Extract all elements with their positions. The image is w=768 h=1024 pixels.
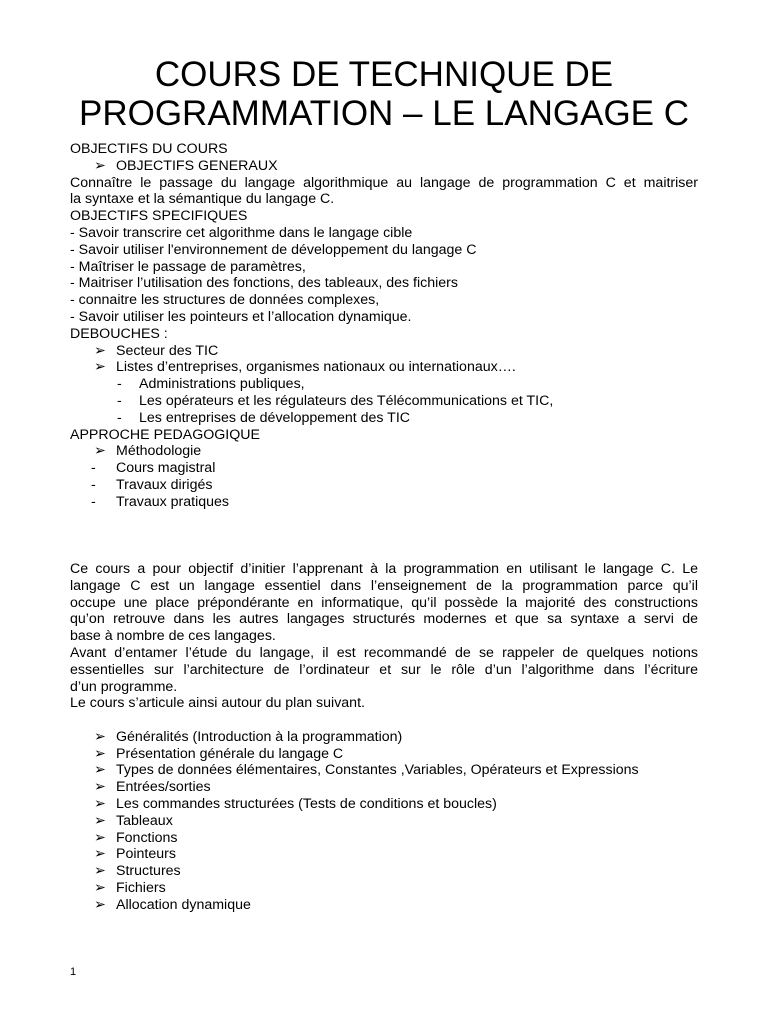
arrow-bullet-icon: ➢: [94, 443, 106, 460]
list-item-text: Méthodologie: [116, 443, 202, 460]
plan-item: [70, 897, 698, 914]
intro-paragraph-line: d’un programme.: [70, 678, 178, 695]
list-item-text: Allocation dynamique: [116, 896, 251, 913]
intro-paragraph-line: langage C est un langage essentiel dans l’enseignement de la programmation parce qu’il: [70, 577, 698, 594]
debouches-item: [70, 343, 698, 360]
document-body: [70, 141, 698, 914]
arrow-bullet-icon: ➢: [94, 796, 106, 813]
intro-paragraph-line: base à nombre de ces langages.: [70, 628, 276, 645]
list-item-text: Travaux dirigés: [116, 476, 213, 493]
approche-item: [70, 443, 698, 460]
arrow-bullet-icon: ➢: [94, 829, 106, 846]
specifique-item: - connaitre les structures de données complexes,: [70, 292, 380, 309]
arrow-bullet-icon: ➢: [94, 762, 106, 779]
plan-item: [70, 813, 698, 830]
arrow-bullet-icon: ➢: [94, 779, 106, 796]
specifique-item: - Savoir utiliser l'environnement de développement du langage C: [70, 241, 477, 258]
plan-item: [70, 779, 698, 796]
arrow-bullet-icon: ➢: [94, 880, 106, 897]
intro-paragraph-line: Le cours s’articule ainsi autour du plan suivant.: [70, 695, 365, 712]
list-item-text: Généralités (Introduction à la programmation): [116, 728, 403, 745]
arrow-bullet-icon: ➢: [94, 728, 106, 745]
list-item-text: Pointeurs: [116, 846, 176, 863]
intro-paragraph-line: qu’on retrouve dans les autres langages structurés modernes et que sa syntaxe a servi de: [70, 611, 698, 628]
objectifs-heading: OBJECTIFS DU COURS: [70, 141, 228, 157]
approche-dash-item: [70, 477, 698, 494]
list-item-text: Administrations publiques,: [139, 376, 305, 393]
list-item-text: Structures: [116, 863, 181, 880]
arrow-bullet-icon: ➢: [94, 157, 106, 174]
specifique-item: - Maitriser l’utilisation des fonctions, des tableaux, des fichiers: [70, 275, 458, 292]
plan-item: [70, 762, 698, 779]
approche-dash-item: [70, 460, 698, 477]
plan-item: [70, 746, 698, 763]
title-line-1: COURS DE TECHNIQUE DE: [154, 55, 614, 94]
list-item-text: Les commandes structurées (Tests de conditions et boucles): [116, 796, 497, 813]
arrow-bullet-icon: ➢: [94, 745, 106, 762]
arrow-bullet-icon: ➢: [94, 342, 106, 359]
plan-item: [70, 863, 698, 880]
debouches-subitem: [70, 376, 698, 393]
list-item-text: Secteur des TIC: [116, 342, 219, 359]
dash-bullet: -: [91, 476, 96, 493]
arrow-bullet-icon: ➢: [94, 896, 106, 913]
specifique-item: - Savoir utiliser les pointeurs et l’allocation dynamique.: [70, 308, 412, 325]
specifique-item: - Maîtriser le passage de paramètres,: [70, 258, 306, 275]
plan-item: [70, 846, 698, 863]
generaux-text-line-1: Connaître le passage du langage algorithmique au langage de programmation C et maitriser: [70, 174, 698, 191]
intro-paragraph-line: Avant d’entamer l’étude du langage, il est recommandé de se rappeler de quelques notions: [70, 644, 698, 661]
dash-bullet: -: [117, 392, 122, 409]
spacer: [70, 511, 698, 545]
debouches-subitem: [70, 410, 698, 427]
list-item-text: Les opérateurs et les régulateurs des Télécommunications et TIC,: [139, 392, 554, 409]
list-item-text: Listes d’entreprises, organismes nationaux ou internationaux….: [116, 359, 516, 376]
dash-bullet: -: [117, 376, 122, 393]
list-item-text: OBJECTIFS GENERAUX: [116, 157, 278, 174]
specifique-item: - Savoir transcrire cet algorithme dans le langage cible: [70, 224, 413, 241]
approche-heading: APPROCHE PEDAGOGIQUE: [70, 426, 260, 443]
plan-item: [70, 729, 698, 746]
dash-bullet: -: [91, 460, 96, 477]
dash-bullet: -: [91, 493, 96, 510]
list-item-text: Cours magistral: [116, 460, 216, 477]
list-item-text: Présentation générale du langage C: [116, 745, 344, 762]
objectifs-specifiques-heading: OBJECTIFS SPECIFIQUES: [70, 208, 248, 225]
title-line-2: PROGRAMMATION – LE LANGAGE C: [78, 94, 690, 133]
intro-paragraph-line: essentielles sur l’architecture de l’ordinateur et sur le rôle d’un l’algorithme dans l’écriture: [70, 661, 698, 678]
intro-paragraph-line: occupe une place prépondérante en informatique, qu’il possède la majorité des constructions: [70, 594, 698, 611]
debouches-subitem: [70, 393, 698, 410]
arrow-bullet-icon: ➢: [94, 812, 106, 829]
debouches-item: [70, 359, 698, 376]
plan-item: [70, 796, 698, 813]
page-title: [70, 55, 698, 133]
list-item-text: Fonctions: [116, 829, 178, 846]
list-item-text: Travaux pratiques: [116, 493, 230, 510]
debouches-heading: DEBOUCHES :: [70, 325, 168, 342]
spacer: [70, 712, 698, 729]
arrow-bullet-icon: ➢: [94, 846, 106, 863]
dash-bullet: -: [117, 409, 122, 426]
plan-list: [70, 729, 698, 914]
arrow-bullet-icon: ➢: [94, 863, 106, 880]
page-number: 1: [70, 966, 77, 978]
list-item-text: Tableaux: [116, 812, 173, 829]
list-item-text: Entrées/sorties: [116, 779, 211, 796]
generaux-text-line-2: la syntaxe et la sémantique du langage C.: [70, 191, 335, 208]
list-item-text: Les entreprises de développement des TIC: [139, 409, 411, 426]
spacer: [70, 544, 698, 561]
plan-item: [70, 880, 698, 897]
arrow-bullet-icon: ➢: [94, 359, 106, 376]
list-item-text: Fichiers: [116, 880, 166, 897]
approche-dash-item: [70, 494, 698, 511]
intro-paragraph-line: Ce cours a pour objectif d’initier l’apprenant à la programmation en utilisant le langage C. Le: [70, 560, 698, 577]
plan-item: [70, 830, 698, 847]
list-item-text: Types de données élémentaires, Constantes ,Variables, Opérateurs et Expressions: [116, 762, 639, 779]
objectifs-generaux-heading: [70, 158, 698, 175]
